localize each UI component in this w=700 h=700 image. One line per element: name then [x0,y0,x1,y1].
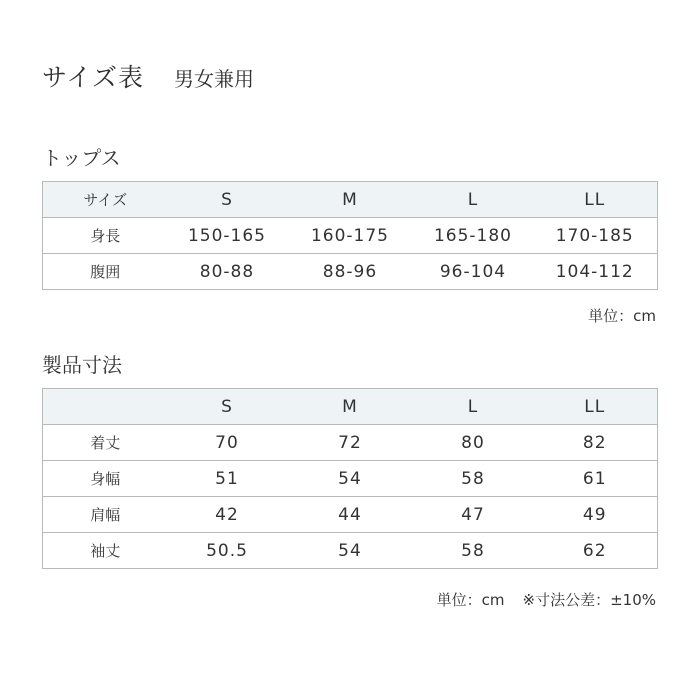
table-cell: 47 [414,497,533,533]
tops-section-title: トップス [42,146,121,170]
tops-size-table [42,181,658,290]
table-cell: 165-180 [414,218,533,254]
table-cell: 54 [286,461,413,497]
table-row [43,497,658,533]
tops-unit-note: 単位：cm [588,307,656,325]
page-title: サイズ表 [42,63,145,92]
table-cell: 44 [286,497,413,533]
header-cell: S [168,389,287,425]
row-label: 腹囲 [43,254,168,290]
header-cell: LL [532,182,657,218]
table-cell: 54 [286,533,413,569]
header-cell: S [168,182,287,218]
product-size-table [42,388,658,569]
header-cell: L [414,389,533,425]
table-cell: 96-104 [414,254,533,290]
table-cell: 88-96 [286,254,413,290]
page-subtitle: 男女兼用 [174,67,255,91]
header-cell: L [414,182,533,218]
table-row [43,254,658,290]
table-row [43,461,658,497]
table-cell: 58 [414,533,533,569]
table-cell: 49 [532,497,657,533]
table-row [43,218,658,254]
table-cell: 42 [168,497,287,533]
header-cell: M [286,182,413,218]
row-label: 身幅 [43,461,168,497]
table-cell: 82 [532,425,657,461]
table-cell: 50.5 [168,533,287,569]
table-cell: 150-165 [168,218,287,254]
table-cell: 80-88 [168,254,287,290]
row-label: 袖丈 [43,533,168,569]
table-cell: 58 [414,461,533,497]
table-header-row [43,389,658,425]
header-cell [43,389,168,425]
header-cell: M [286,389,413,425]
page-title-row [42,58,254,94]
table-row [43,425,658,461]
table-cell: 61 [532,461,657,497]
table-cell: 62 [532,533,657,569]
row-label: 着丈 [43,425,168,461]
header-cell: LL [532,389,657,425]
table-row [43,533,658,569]
product-unit-note: 単位：cm [436,591,505,609]
row-label: 肩幅 [43,497,168,533]
table-header-row [43,182,658,218]
tolerance-note: ※寸法公差：±10% [522,591,656,609]
table-cell: 170-185 [532,218,657,254]
table-cell: 51 [168,461,287,497]
table-cell: 72 [286,425,413,461]
product-section-title: 製品寸法 [42,353,122,377]
row-label: 身長 [43,218,168,254]
product-notes [437,589,656,610]
table-cell: 80 [414,425,533,461]
table-cell: 104-112 [532,254,657,290]
table-cell: 160-175 [286,218,413,254]
header-cell: サイズ [43,182,168,218]
table-cell: 70 [168,425,287,461]
